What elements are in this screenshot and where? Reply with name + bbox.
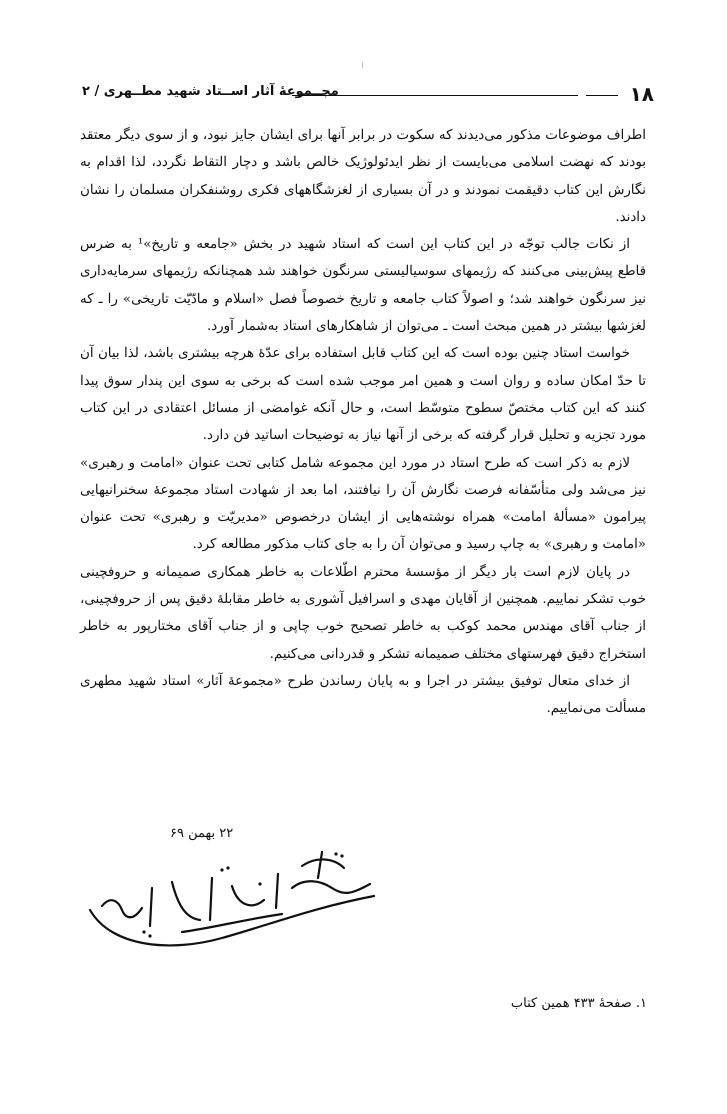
crop-mark (362, 62, 363, 68)
paragraph: خواست استاد چنین بوده است که این کتاب قابل استفاده برای عدّهٔ هرچه بیشتری باشد، لذا بیان آن تا حدّ امکان ساده و روان است و همین امر موجب شده است که برخی به سوی این پندار سوق پیدا کنند که این کتاب مختصّ سطوح متوسّط است، و حال آنکه غوامضی از مسائل اعتقادی در این کتاب مورد تجزیه و تحلیل قرار گرفته که برخی از آنها نیاز به توضیحات اساتید فن دارد. (80, 346, 646, 444)
paragraph: اطراف موضوعات مذکور می‌دیدند که سکوت در برابر آنها برای ایشان جایز نبود، و از سوی دیگر معتقد بودند که نهضت اسلامی می‌بایست از نظر ایدئولوژیک خالص باشد و دچار التقاط نگردد، لذا اقدام به نگارش این کتاب دقیقمت نمودند و در آن بسیاری از لغزشگاههای فکری روشنفکران مسلمان را نشان دادند. (80, 128, 646, 225)
paragraph: از خدای متعال توفیق بیشتر در اجرا و به پایان رساندن طرح «مجموعهٔ آثار» استاد شهید مطهری مسألت می‌نماییم. (80, 673, 646, 717)
running-title: مجــموعهٔ آثار اســتاد شهید مطــهری / ۲ (82, 84, 339, 99)
footnote: ۱. صفحهٔ ۴۳۳ همین کتاب (510, 996, 647, 1011)
body-text (80, 122, 646, 723)
paragraph: در پایان لازم است بار دیگر از مؤسسهٔ محترم اطّلاعات به خاطر همکاری صمیمانه و حروفچینی خوب تشکر نماییم. همچنین از آقایان مهدی و اسرافیل آشوری به خاطر مقابلهٔ دقیق پس از حروفچینی، از جناب آقای مهندس محمد کوکب به خاطر تصحیح خوب چاپی و از جناب آقای مختارپور به خاطر استخراج دقیق فهرستهای مختلف صمیمانه تشکر و قدردانی می‌کنیم. (80, 564, 646, 662)
closing-date: ۲۲ بهمن ۶۹ (170, 826, 234, 841)
page-header (82, 82, 654, 112)
page-number: ۱۸ (629, 82, 654, 106)
paragraph: لازم به ذکر است که طرح استاد در مورد این مجموعه شامل کتابی تحت عنوان «امامت و رهبری» نیز می‌شد ولی متأسّفانه فرصت نگارش آن را نیافتند، اما بعد از شهادت استاد مجموعهٔ سخنرانیهایی پیرامون «مسألهٔ امامت» همراه نوشته‌هایی از ایشان درخصوص «مدیریّت و رهبری» تحت عنوان «امامت و رهبری» به چاپ رسید و می‌توان آن را به جای کتاب مذکور مطالعه کرد. (80, 455, 646, 553)
header-rule (586, 95, 618, 96)
paragraph: از نکات جالب توجّه در این کتاب این است که استاد شهید در بخش «جامعه و تاریخ»¹ به ضرس قاطع پیش‌بینی می‌کنند که رژیمهای سوسیالیستی سرنگون خواهند شد همچنانکه رژیمهای سرمایه‌داری نیز سرنگون خواهند شد؛ و اصولاً کتاب جامعه و تاریخ خصوصاً فصل «اسلام و مادّیّت تاریخی» را ـ که لغزشها بیشتر در همین مبحث است ـ می‌توان از شاهکارهای استاد به‌شمار آورد. (80, 237, 646, 335)
calligraphic-signature (82, 848, 382, 958)
